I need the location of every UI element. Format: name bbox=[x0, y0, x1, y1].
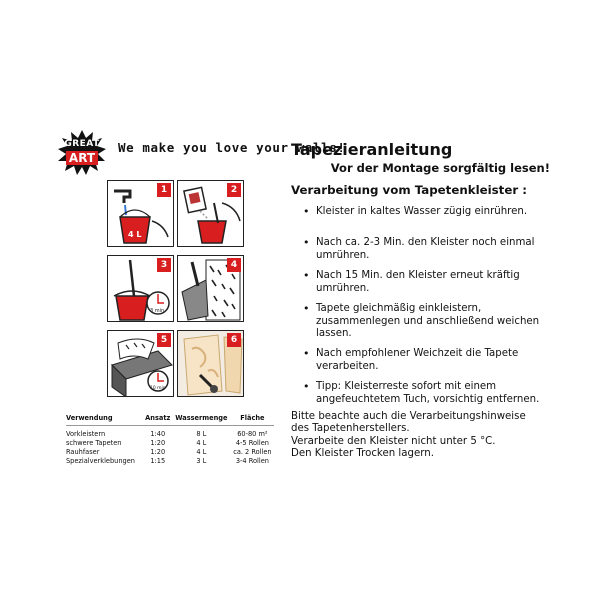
illustration-panel-5 bbox=[107, 330, 174, 397]
table-cell: 8 L bbox=[196, 430, 207, 438]
processing-note bbox=[291, 411, 571, 460]
panel-4-number: 4 bbox=[227, 258, 241, 272]
illustration-panel-6 bbox=[177, 330, 244, 397]
panel-6-number: 6 bbox=[227, 333, 241, 347]
table-cell: 4 L bbox=[196, 448, 207, 456]
table-header-cell: Verwendung bbox=[66, 414, 144, 426]
table-cell: 4 L bbox=[196, 439, 207, 447]
step-item: • Kleister in kaltes Wasser zügig einrühren. bbox=[298, 206, 560, 219]
table-cell: 1:20 bbox=[150, 439, 166, 447]
table-row bbox=[66, 457, 274, 466]
table-header-cell: Ansatz bbox=[144, 414, 172, 426]
note-line: Verarbeite den Kleister nicht unter 5 °C. bbox=[291, 435, 496, 447]
table-header-row bbox=[66, 414, 274, 426]
panel-1-volume-label: 4 L bbox=[128, 230, 142, 239]
table-cell: Spezialverklebungen bbox=[66, 457, 135, 465]
table-row bbox=[66, 439, 274, 448]
logo-text-art: ART bbox=[66, 151, 98, 165]
note-line: Den Kleister Trocken lagern. bbox=[291, 447, 434, 459]
page-title: Tapezieranleitung bbox=[291, 140, 453, 159]
step-item: • Tipp: Kleisterreste sofort mit einem angefeuchtetem Tuch, vorsichtig entfernen. bbox=[298, 381, 560, 406]
panel-3-number: 3 bbox=[157, 258, 171, 272]
step-item: • Nach 15 Min. den Kleister erneut kräftig umrühren. bbox=[298, 270, 560, 295]
page-subtitle: Vor der Montage sorgfältig lesen! bbox=[330, 161, 550, 175]
table-cell: 1:20 bbox=[150, 448, 166, 456]
note-line: des Tapetenherstellers. bbox=[291, 423, 410, 435]
illustration-panel-1 bbox=[107, 180, 174, 247]
table-cell: 4-5 Rollen bbox=[235, 439, 269, 447]
illustration-panel-2 bbox=[177, 180, 244, 247]
panel-5-timer-label: 10 min bbox=[150, 386, 166, 391]
table-row bbox=[66, 426, 274, 439]
table-cell: 1:40 bbox=[150, 430, 166, 438]
processing-heading: Verarbeitung vom Tapetenkleister : bbox=[291, 183, 527, 197]
panel-2-number: 2 bbox=[227, 183, 241, 197]
panel-1-number: 1 bbox=[157, 183, 171, 197]
table-cell: 3 L bbox=[196, 457, 207, 465]
table-cell: Vorkleistern bbox=[66, 430, 106, 438]
usage-table bbox=[66, 414, 274, 466]
illustration-panel-3 bbox=[107, 255, 174, 322]
step-item: • Nach ca. 2-3 Min. den Kleister noch einmal umrühren. bbox=[298, 237, 560, 262]
note-line: Bitte beachte auch die Verarbeitungshinweise bbox=[291, 411, 526, 422]
brand-tagline: We make you love your walls! bbox=[118, 140, 346, 155]
step-item: • Tapete gleichmäßig einkleistern, zusammenlegen und anschließend weichen lassen. bbox=[298, 303, 560, 341]
table-cell: 3-4 Rollen bbox=[235, 457, 269, 465]
panel-5-number: 5 bbox=[157, 333, 171, 347]
table-cell: schwere Tapeten bbox=[66, 439, 122, 447]
table-header-cell: Fläche bbox=[231, 414, 274, 426]
table-cell: Rauhfaser bbox=[66, 448, 100, 456]
illustration-panel-4 bbox=[177, 255, 244, 322]
step-item: • Nach empfohlener Weichzeit die Tapete verarbeiten. bbox=[298, 348, 560, 373]
table-cell: 1:15 bbox=[150, 457, 166, 465]
brand-logo bbox=[57, 128, 107, 176]
table-cell: ca. 2 Rollen bbox=[233, 448, 272, 456]
panel-3-timer-label: 3 min bbox=[150, 308, 165, 314]
logo-text-great: GREAT bbox=[64, 138, 100, 149]
table-cell: 60-80 m² bbox=[237, 430, 268, 438]
table-header-cell: Wassermenge bbox=[172, 414, 231, 426]
table-row bbox=[66, 448, 274, 457]
